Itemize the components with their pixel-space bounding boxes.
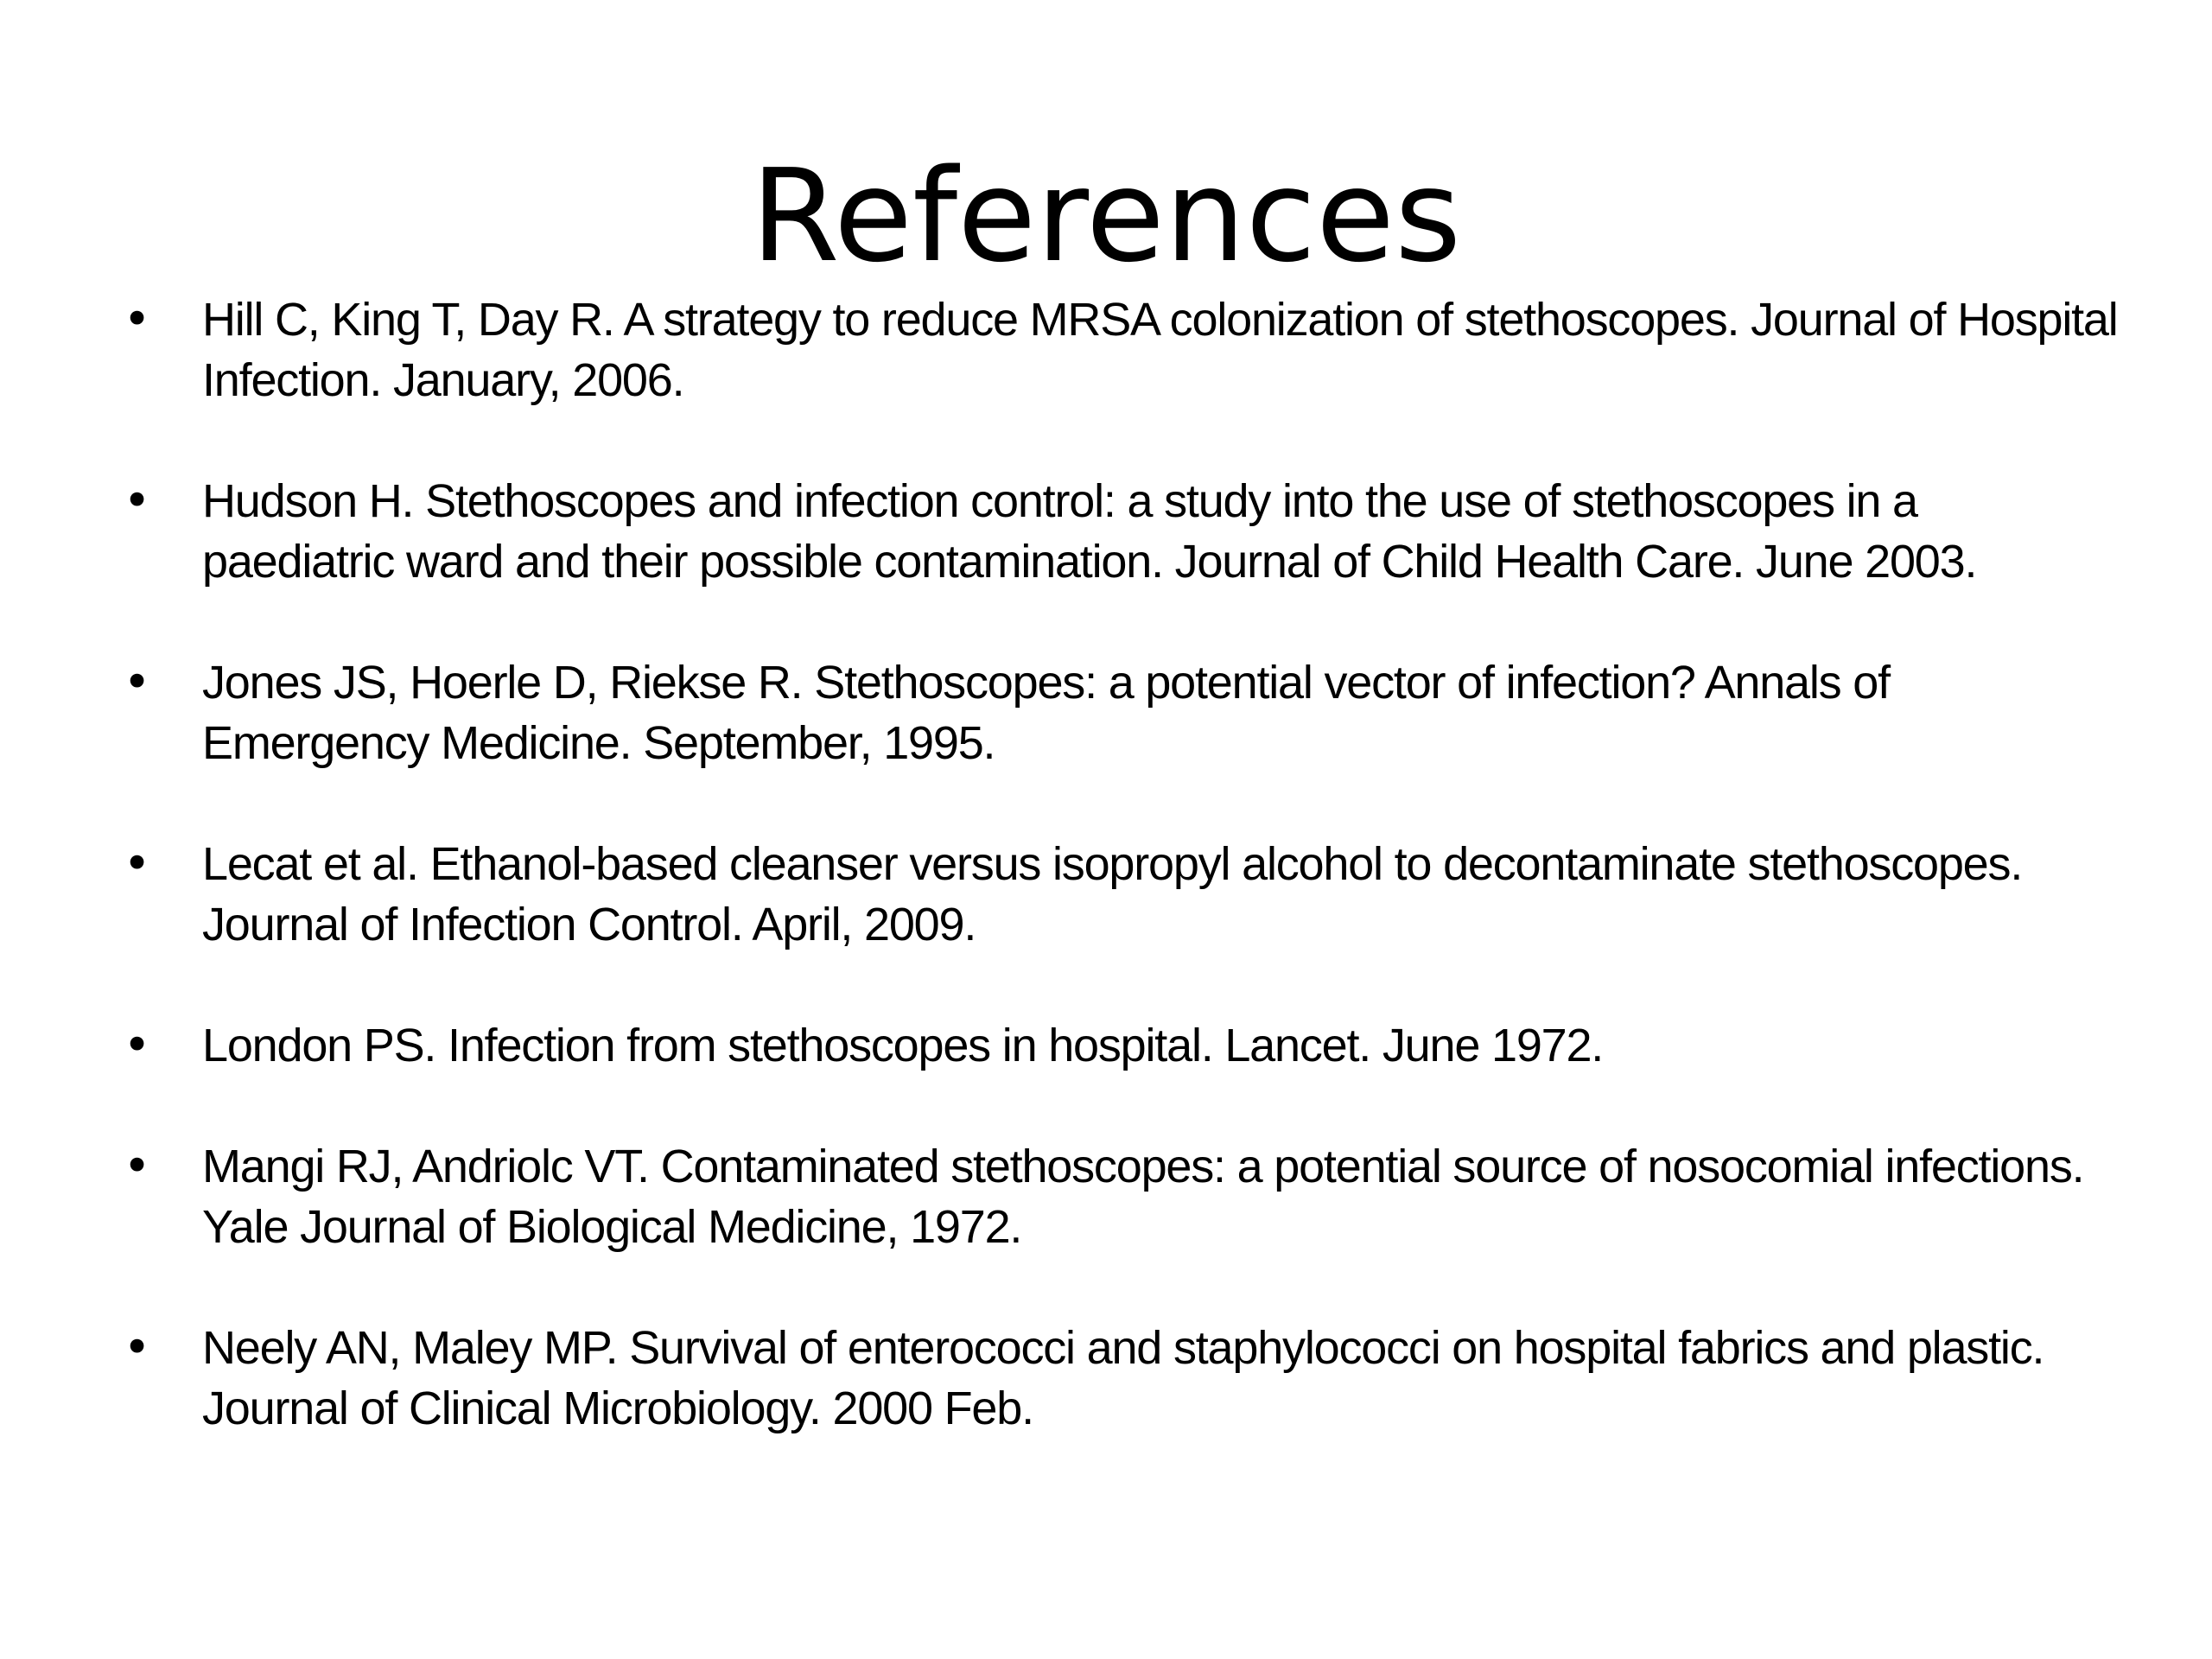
reference-item-hudson [0, 471, 2120, 592]
reference-text: London PS. Infection from stethoscopes in hospital. Lancet. June 1972. [202, 1020, 1604, 1071]
bullet-icon: • [123, 292, 150, 346]
reference-text: Hill C, King T, Day R. A strategy to reduce MRSA colonization of stethoscopes. Journal of Hospital Infection. January, 2006. [202, 294, 2118, 406]
reference-item-jones [0, 652, 2120, 773]
reference-text: Hudson H. Stethoscopes and infection control: a study into the use of stethoscopes in a paediatric ward and their possible contamination. Journal of Child Health Care. June 2003. [202, 475, 1977, 588]
reference-item-mangi [0, 1136, 2120, 1257]
reference-text: Neely AN, Maley MP. Survival of enterococci and staphylococci on hospital fabrics and plastic. Journal of Clinical Microbiology. 2000 Feb. [202, 1322, 2044, 1434]
page-title: References [750, 142, 1462, 290]
reference-text: Mangi RJ, Andriolc VT. Contaminated stethoscopes: a potential source of nosocomial infections. Yale Journal of Biological Medicine, 1972. [202, 1141, 2084, 1253]
reference-item-neely [0, 1318, 2120, 1439]
bullet-icon: • [123, 1139, 150, 1193]
reference-item-lecat [0, 834, 2120, 955]
bullet-icon: • [123, 655, 150, 709]
bullet-icon: • [123, 1018, 150, 1072]
reference-item-london [0, 1015, 2120, 1076]
reference-text: Lecat et al. Ethanol-based cleanser versus isopropyl alcohol to decontaminate stethoscopes. Journal of Infection Control. April, 2009. [202, 838, 2023, 950]
reference-item-hill [0, 289, 2120, 410]
bullet-icon: • [123, 474, 150, 528]
bullet-icon: • [123, 836, 150, 891]
bullet-icon: • [123, 1320, 150, 1375]
reference-text: Jones JS, Hoerle D, Riekse R. Stethoscopes: a potential vector of infection? Annals of Emergency Medicine. September, 1995. [202, 657, 1890, 769]
reference-list [0, 289, 2212, 1499]
